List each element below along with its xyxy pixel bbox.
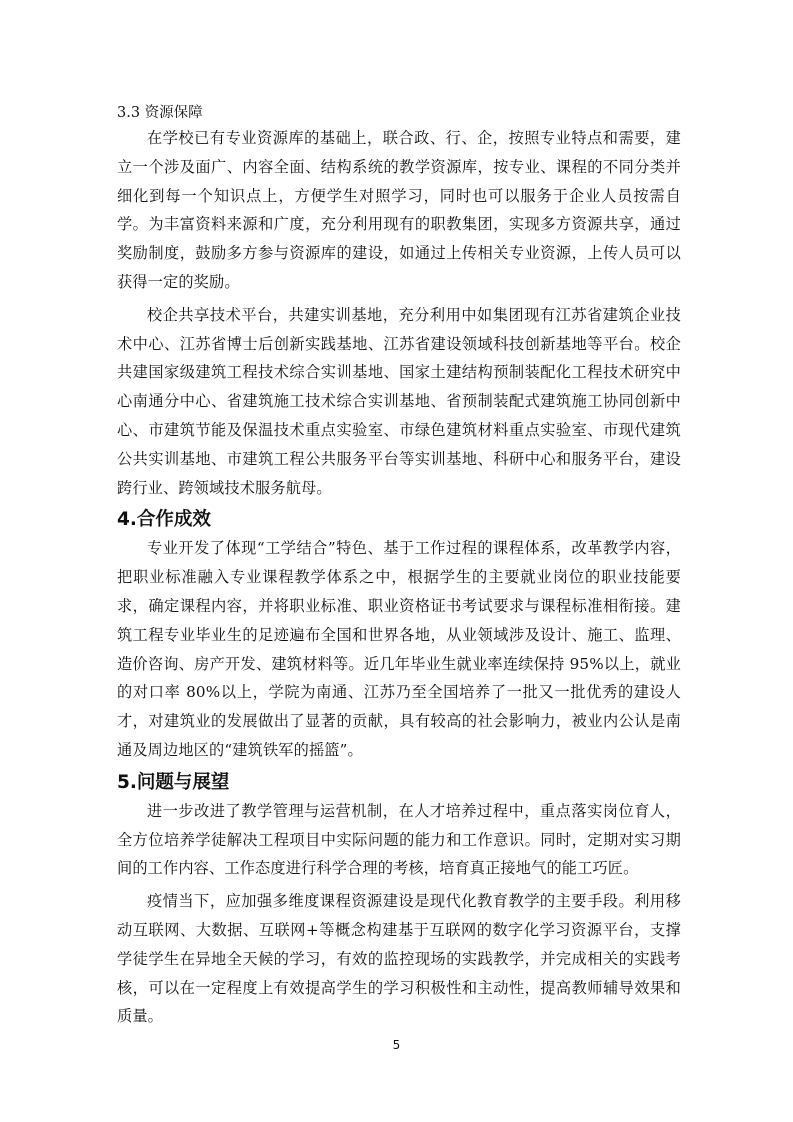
section-5-paragraph-2: 疫情当下，应加强多维度课程资源建设是现代化教育教学的主要手段。利用移动互联网、大数据、互联网+等概念构建基于互联网的数字化学习资源平台，支撑学徒学生在异地全天候的学习，有效的监控现场的实践教学，并完成相关的实践考核，可以在一定程度上有效提高学生的学习积极性和主动性，提高教师辅导效果和质量。	[117, 892, 681, 1026]
section-3-3-paragraph-1: 在学校已有专业资源库的基础上，联合政、行、企，按照专业特点和需要，建立一个涉及面广、内容全面、结构系统的教学资源库，按专业、课程的不同分类并细化到每一个知识点上，方便学生对照学习，同时也可以服务于企业人员按需自学。为丰富资料来源和广度，充分利用现有的职教集团，实现多方资源共享，通过奖励制度，鼓励多方参与资源库的建设，如通过上传相关专业资源，上传人员可以获得一定的奖励。	[117, 129, 681, 291]
section-5-paragraph-1: 进一步改进了教学管理与运营机制，在人才培养过程中，重点落实岗位育人，全方位培养学徒解决工程项目中实际问题的能力和工作意识。同时，定期对实习期间的工作内容、工作态度进行科学合理的考核，培育真正接地气的能工巧匠。	[117, 801, 681, 878]
section-4-heading: 4.合作成效	[117, 509, 211, 531]
page-number: 5	[392, 1038, 401, 1052]
section-3-3-paragraph-2: 校企共享技术平台，共建实训基地，充分利用中如集团现有江苏省建筑企业技术中心、江苏省博士后创新实践基地、江苏省建设领域科技创新基地等平台。校企共建国家级建筑工程技术综合实训基地、国家土建结构预制装配化工程技术研究中心南通分中心、省建筑施工技术综合实训基地、省预制装配式建筑施工协同创新中心、市建筑节能及保温技术重点实验室、市绿色建筑材料重点实验室、市现代建筑公共实训基地、市建筑工程公共服务平台等实训基地、科研中心和服务平台，建设跨行业、跨领域技术服务航母。	[117, 305, 681, 497]
section-4-paragraph-1: 专业开发了体现“工学结合”特色、基于工作过程的课程体系，改革教学内容，把职业标准融入专业课程教学体系之中，根据学生的主要就业岗位的职业技能要求，确定课程内容，并将职业标准、职业资格证书考试要求与课程标准相衔接。建筑工程专业毕业生的足迹遍布全国和世界各地，从业领域涉及设计、施工、监理、造价咨询、房产开发、建筑材料等。近几年毕业生就业率连续保持 95%以上，就业的对口率 80%以上，学院为南通、江苏乃至全国培养了一批又一批优秀的建设人才，对建筑业的发展做出了显著的贡献，具有较高的社会影响力，被业内公认是南通及周边地区的“建筑铁军的摇篮”。	[117, 539, 681, 759]
section-5-heading: 5.问题与展望	[117, 771, 230, 793]
page-content	[117, 103, 681, 1031]
section-3-3-heading: 3.3 资源保障	[117, 105, 203, 121]
